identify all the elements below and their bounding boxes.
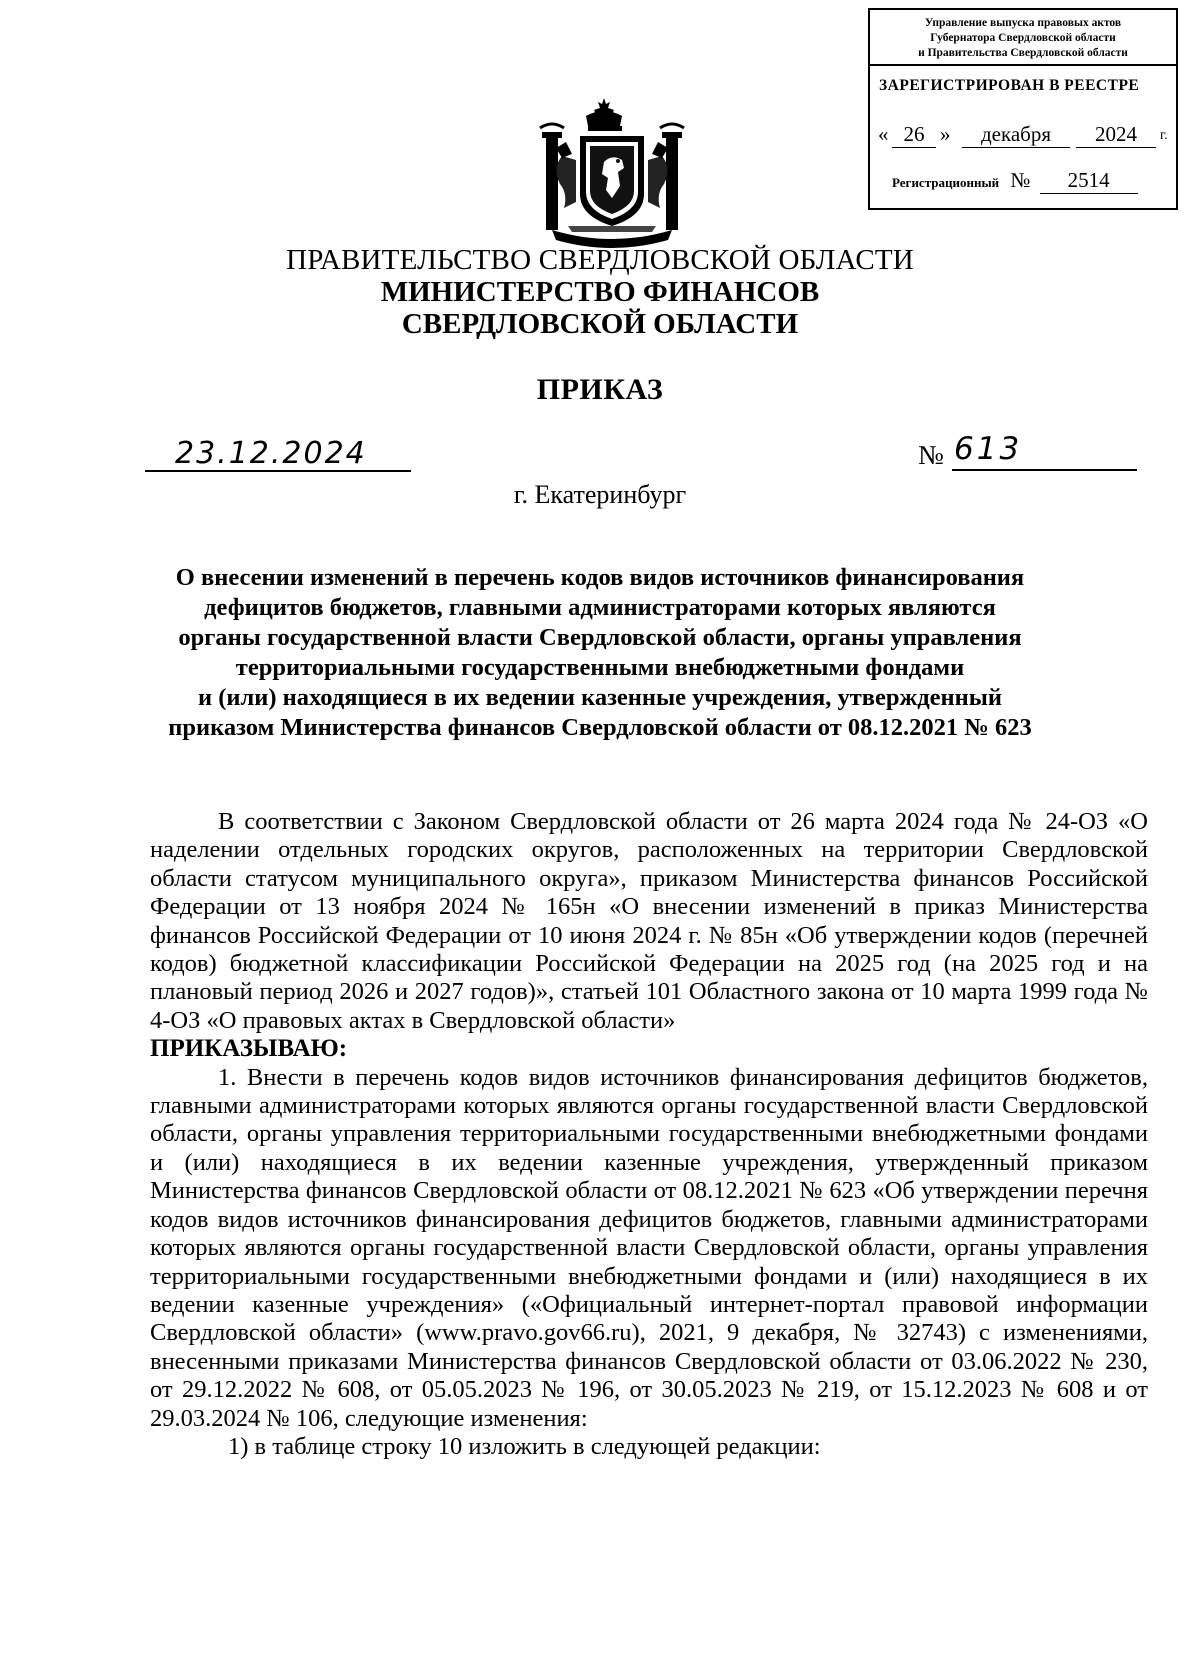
subject-line: О внесении изменений в перечень кодов видов источников финансирования xyxy=(175,564,1025,591)
handwritten-date: 23.12.2024 xyxy=(145,436,411,472)
stamp-organization xyxy=(870,10,1176,66)
stamp-reg-number-line xyxy=(892,168,1138,194)
subject-line: территориальными государственными внебюджетными фондами xyxy=(235,654,965,681)
document-body xyxy=(150,808,1148,1461)
stamp-day: 26 xyxy=(892,122,936,148)
item-1-paragraph: 1. Внести в перечень кодов видов источников финансирования дефицитов бюджетов, главными администраторами которых являются органы государственной власти Свердловской области, органы управления территориальными государственными внебюджетными фондами и (или) находящиеся в их ведении казенные учреждения, утвержденный приказом Министерства финансов Свердловской области от 08.12.2021 № 623 «Об утверждении перечня кодов видов источников финансирования дефицитов бюджетов, главными администраторами которых являются органы государственной власти Свердловской области, органы управления территориальными государственными внебюджетными фондами и (или) находящиеся в их ведении казенные учреждения» («Официальный интернет-портал правовой информации Свердловской области» (www.pravo.gov66.ru), 2021, 9 декабря, № 32743) с изменениями, внесенными приказами Министерства финансов Свердловской области от 03.06.2022 № 230, от 29.12.2022 № 608, от 05.05.2023 № 196, от 30.05.2023 № 219, от 15.12.2023 № 608 и от 29.03.2024 № 106, следующие изменения: xyxy=(150,1063,1148,1432)
city: г. Екатеринбург xyxy=(513,480,687,509)
subitem-1-paragraph: 1) в таблице строку 10 изложить в следующей редакции: xyxy=(228,1432,821,1460)
stamp-month: декабря xyxy=(962,122,1070,148)
subject-line: органы государственной власти Свердловской области, органы управления xyxy=(178,624,1022,651)
stamp-org-line: Губернатора Свердловской области xyxy=(930,32,1116,44)
stamp-reg-label: Регистрационный xyxy=(892,175,1000,190)
subject-line: и (или) находящиеся в их ведении казенные учреждения, утвержденный xyxy=(197,684,1003,711)
stamp-num-sign: № xyxy=(1010,168,1031,192)
subject-line: дефицитов бюджетов, главными администраторами которых являются xyxy=(204,594,996,621)
ministry-name-line1: МИНИСТЕРСТВО ФИНАНСОВ xyxy=(380,276,820,308)
registry-stamp xyxy=(868,8,1178,210)
document-type-title: ПРИКАЗ xyxy=(536,373,664,406)
stamp-year-suffix: г. xyxy=(1160,128,1168,143)
number-sign: № xyxy=(918,440,944,470)
preamble-paragraph: В соответствии с Законом Свердловской области от 26 марта 2024 года № 24-ОЗ «О наделении отдельных городских округов, расположенных на территории Свердловской области статусом муниципального округа», приказом Министерства финансов Российской Федерации от 13 ноября 2024 № 165н «О внесении изменений в приказ Министерства финансов Российской Федерации от 10 июня 2024 г. № 85н «Об утверждении кодов (перечней кодов) бюджетной классификации Российской Федерации на 2025 год (на 2025 год и на плановый период 2026 и 2027 годов)», статьей 101 Областного закона от 10 марта 1999 года № 4-ОЗ «О правовых актах в Свердловской области» xyxy=(150,808,1148,1034)
stamp-year: 2024 xyxy=(1076,122,1156,148)
ministry-name-line2: СВЕРДЛОВСКОЙ ОБЛАСТИ xyxy=(401,308,799,340)
stamp-quote-close: » xyxy=(940,122,951,146)
handwritten-number: 613 xyxy=(952,431,1137,471)
order-subject xyxy=(0,563,1200,743)
order-heading xyxy=(150,1035,1148,1063)
stamp-org-line: Управление выпуска правовых актов xyxy=(924,17,1122,29)
stamp-org-line: и Правительства Свердловской области xyxy=(918,47,1128,59)
government-name: ПРАВИТЕЛЬСТВО СВЕРДЛОВСКОЙ ОБЛАСТИ xyxy=(286,244,914,276)
stamp-registered-label: ЗАРЕГИСТРИРОВАН В РЕЕСТРЕ xyxy=(879,77,1140,94)
subject-line: приказом Министерства финансов Свердловской области от 08.12.2021 № 623 xyxy=(168,714,1032,741)
stamp-quote-open: « xyxy=(878,122,889,146)
order-word: ПРИКАЗЫВАЮ xyxy=(150,1035,339,1063)
order-colon: : xyxy=(338,1035,348,1063)
coat-of-arms-icon xyxy=(532,98,692,248)
stamp-reg-number: 2514 xyxy=(1040,168,1138,194)
